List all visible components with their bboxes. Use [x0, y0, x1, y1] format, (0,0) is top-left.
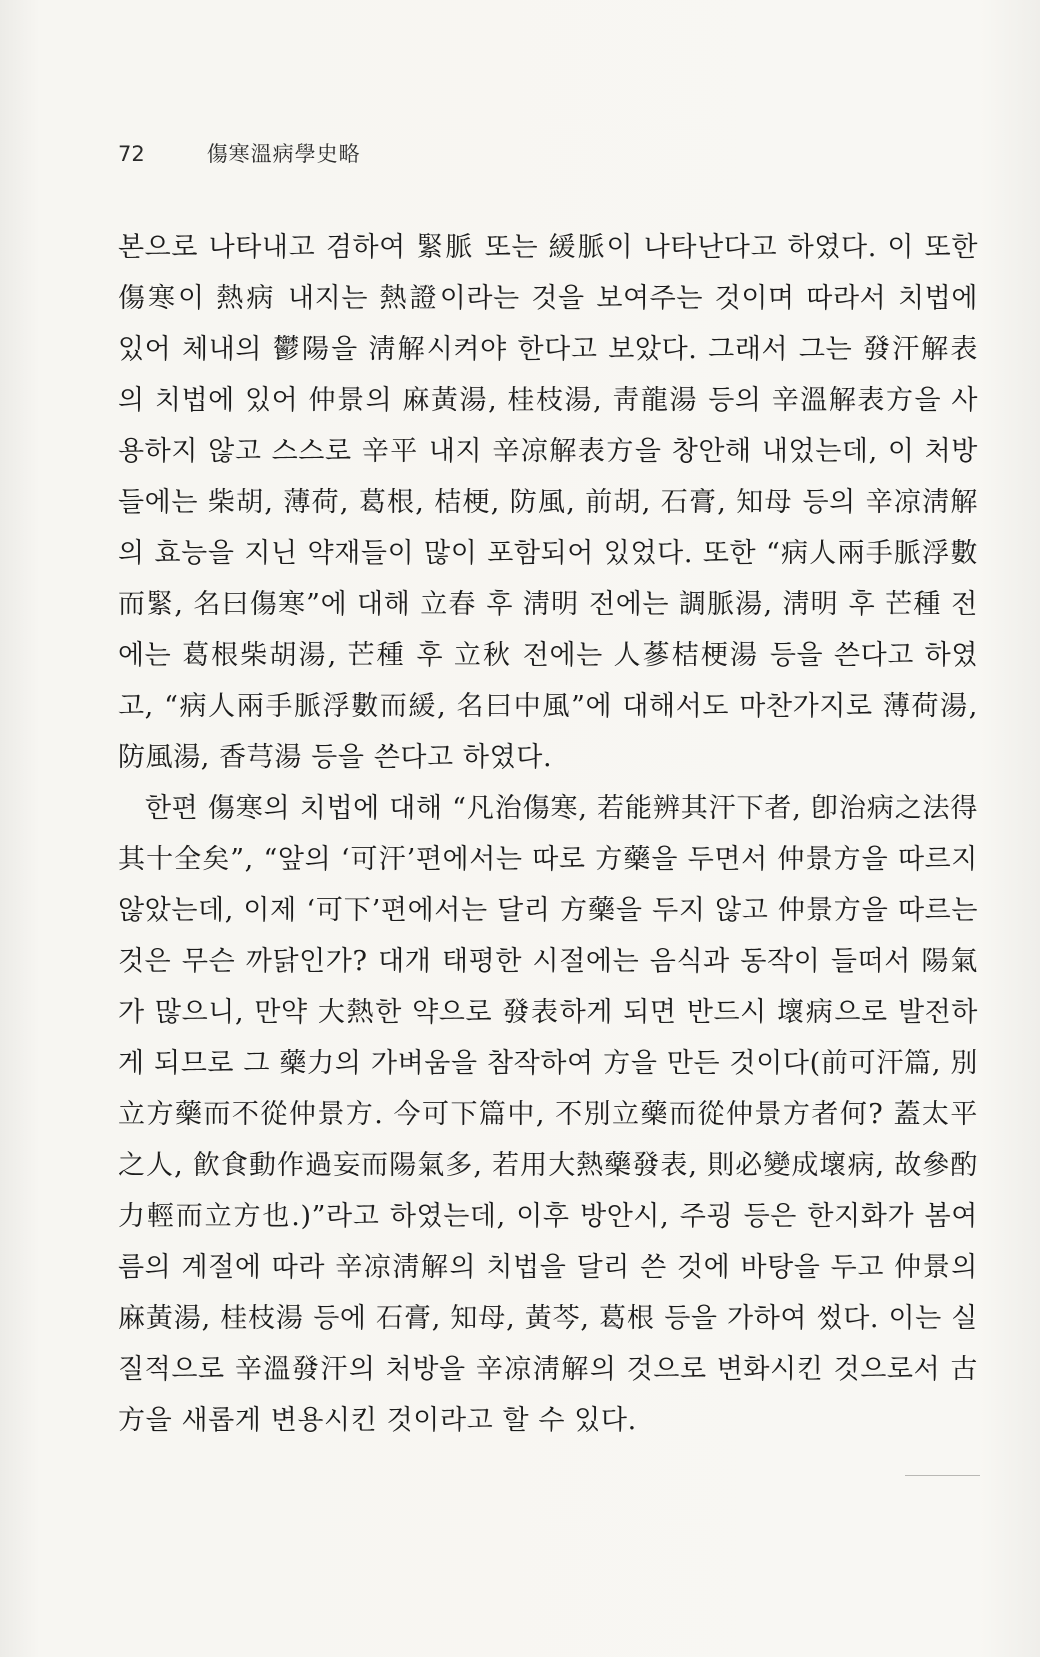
book-title: 傷寒溫病學史略 [206, 142, 361, 166]
paragraph-1: 본으로 나타내고 겸하여 緊脈 또는 緩脈이 나타난다고 하였다. 이 또한 傷寒이 熱病 내지는 熱證이라는 것을 보여주는 것이며 따라서 치법에 있어 체내의 鬱陽을 淸解시켜야 한다고 보았다. 그래서 그는 發汗解表의 치법에 있어 仲景의 麻黃湯, 桂枝湯, 靑龍湯 등의 辛溫解表方을 사용하지 않고 스스로 辛平 내지 辛凉解表方을 창안해 내었는데, 이 처방들에는 柴胡, 薄荷, 葛根, 桔梗, 防風, 前胡, 石膏, 知母 등의 辛凉淸解의 효능을 지닌 약재들이 많이 포함되어 있었다. 또한 “病人兩手脈浮數而緊, 名曰傷寒”에 대해 立春 후 淸明 전에는 調脈湯, 淸明 후 芒種 전에는 葛根柴胡湯, 芒種 후 立秋 전에는 人蔘桔梗湯 등을 쓴다고 하였고, “病人兩手脈浮數而緩, 名曰中風”에 대해서도 마찬가지로 薄荷湯, 防風湯, 香芎湯 등을 쓴다고 하였다. [118, 232, 979, 773]
body-text [118, 222, 978, 1446]
page-number: 72 [118, 142, 145, 166]
running-head [118, 138, 361, 168]
paragraph-2: 한편 傷寒의 치법에 대해 “凡治傷寒, 若能辨其汗下者, 卽治病之法得其十全矣”, “앞의 ‘可汗’편에서는 따로 方藥을 두면서 仲景方을 따르지 않았는데, 이제 ‘可下’편에서는 달리 方藥을 두지 않고 仲景方을 따르는 것은 무슨 까닭인가? 대개 태평한 시절에는 음식과 동작이 들떠서 陽氣가 많으니, 만약 大熱한 약으로 發表하게 되면 반드시 壞病으로 발전하게 되므로 그 藥力의 가벼움을 참작하여 方을 만든 것이다(前可汗篇, 別立方藥而不從仲景方. 今可下篇中, 不別立藥而從仲景方者何? 蓋太平之人, 飮食動作過妄而陽氣多, 若用大熱藥發表, 則必變成壞病, 故參酌力輕而立方也.)”라고 하였는데, 이후 방안시, 주굉 등은 한지화가 봄여름의 계절에 따라 辛凉淸解의 치법을 달리 쓴 것에 바탕을 두고 仲景의 麻黃湯, 桂枝湯 등에 石膏, 知母, 黃芩, 葛根 등을 가하여 썼다. 이는 실질적으로 辛溫發汗의 처방을 辛凉淸解의 것으로 변화시킨 것으로서 古方을 새롭게 변용시킨 것이라고 할 수 있다. [118, 793, 978, 1436]
footnote-rule [905, 1475, 980, 1476]
